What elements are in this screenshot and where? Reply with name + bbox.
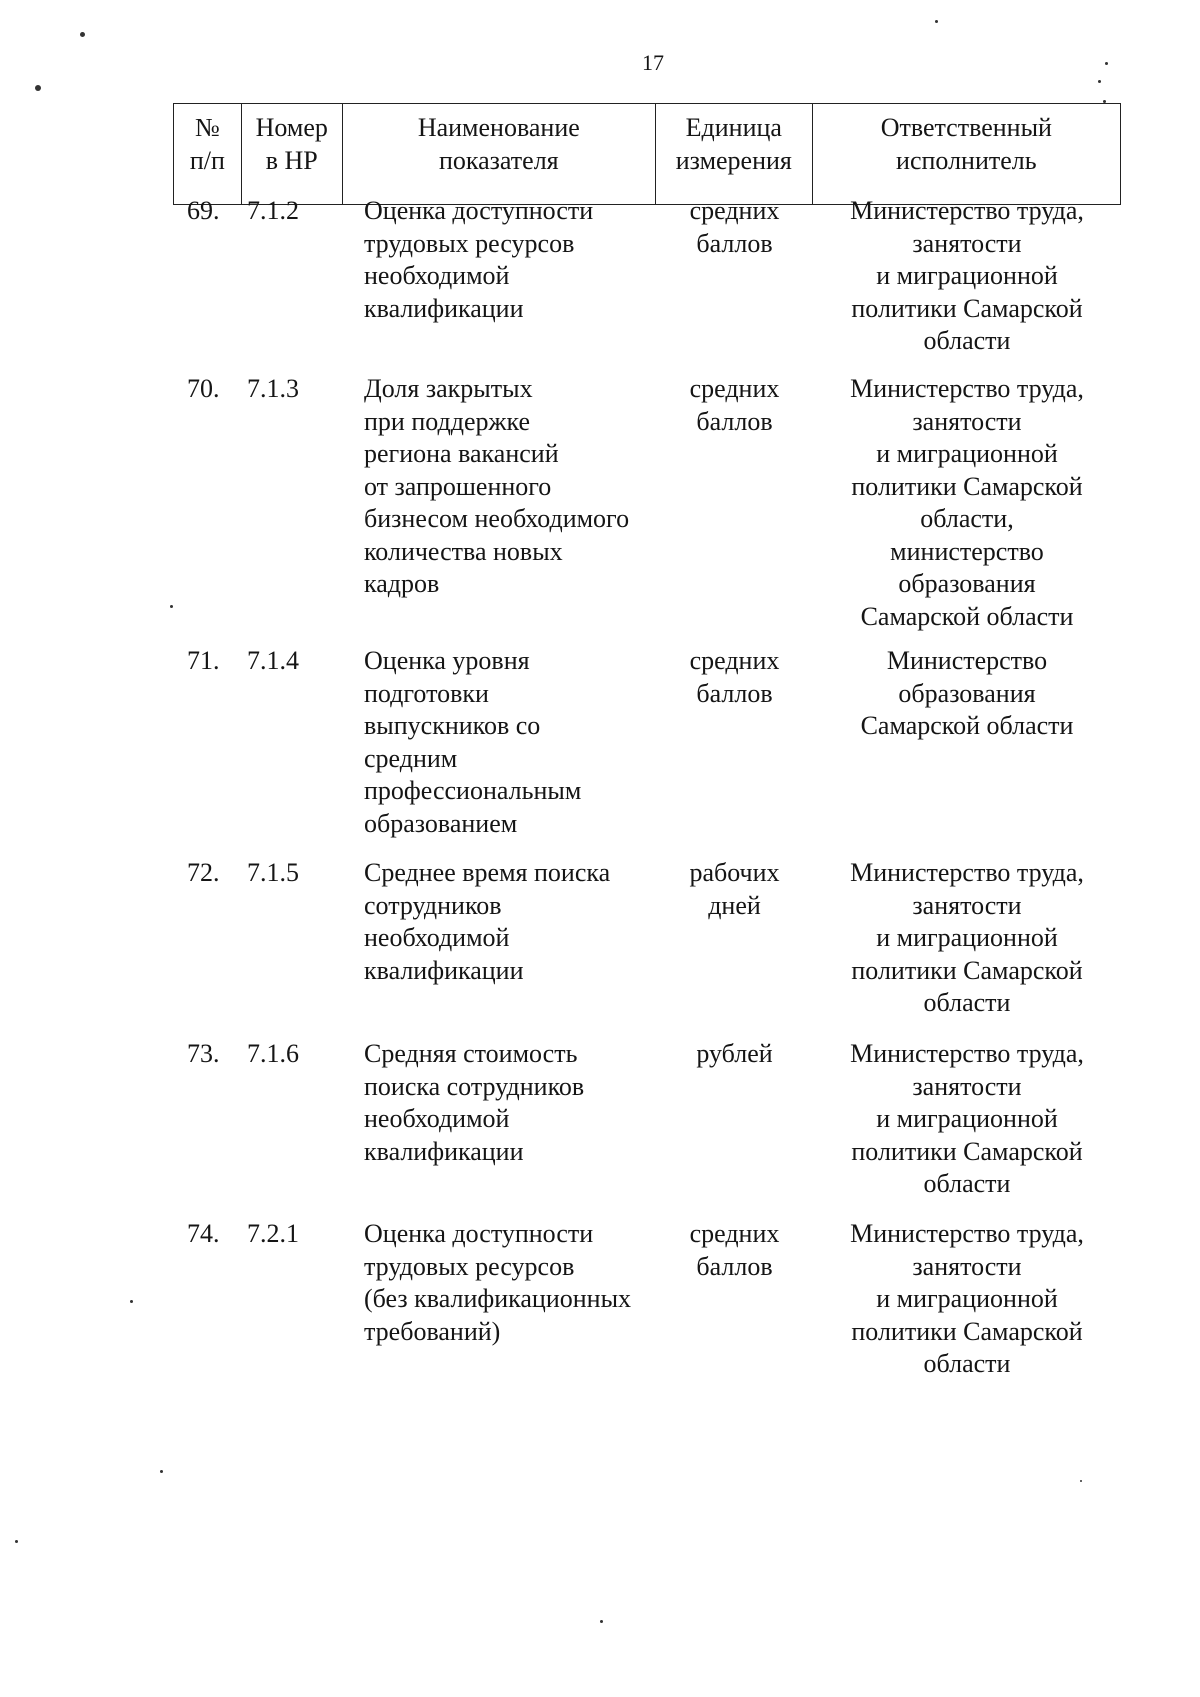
cell-line: занятости [912, 228, 1022, 258]
row-name [342, 857, 656, 1020]
cell-line: баллов [696, 1251, 773, 1281]
cell-line: политики Самарской [851, 471, 1083, 501]
row-unit [656, 857, 813, 1020]
row-unit [656, 1218, 813, 1381]
cell-line: политики Самарской [851, 955, 1083, 985]
cell-line: квалификации [364, 955, 524, 985]
cell-line: баллов [696, 678, 773, 708]
row-unit [656, 195, 813, 358]
cell-line: и миграционной [876, 261, 1058, 290]
scan-speck [1105, 62, 1108, 65]
cell-line: от запрошенного [364, 471, 552, 501]
cell-line: количества новых [364, 536, 563, 566]
row-resp [813, 1038, 1121, 1201]
cell-line: рабочих [689, 858, 780, 887]
cell-line: квалификации [364, 1136, 524, 1166]
row-unit [656, 373, 813, 633]
header-unit: Единица измерения [656, 104, 813, 204]
cell-line: Министерство труда, [850, 1039, 1084, 1068]
cell-line: кадров [364, 569, 440, 598]
table-row [173, 1038, 1121, 1201]
cell-line: выпускников со [364, 711, 541, 740]
table-row [173, 195, 1121, 358]
cell-line: образования [898, 569, 1036, 598]
cell-line: подготовки [364, 678, 489, 708]
row-resp [813, 857, 1121, 1020]
scan-speck [80, 32, 85, 37]
scan-speck [935, 20, 938, 23]
cell-line: Оценка доступности [364, 1219, 594, 1248]
row-num: 72. [187, 858, 220, 887]
cell-line: квалификации [364, 293, 524, 323]
cell-line: средним [364, 743, 458, 773]
row-code: 7.1.3 [247, 374, 299, 403]
cell-line: занятости [912, 1071, 1022, 1101]
cell-line: и миграционной [876, 923, 1058, 952]
row-num: 73. [187, 1039, 220, 1068]
cell-line: Министерство труда, [850, 1219, 1084, 1248]
cell-line: и миграционной [876, 1104, 1058, 1133]
table-row [173, 1218, 1121, 1381]
cell-line: занятости [912, 890, 1022, 920]
cell-line: Оценка доступности [364, 196, 594, 225]
cell-line: поиска сотрудников [364, 1071, 585, 1101]
cell-line: политики Самарской [851, 293, 1083, 323]
cell-line: при поддержке [364, 406, 530, 436]
cell-line: дней [708, 890, 761, 920]
header-num: № п/п [174, 104, 242, 204]
cell-line: баллов [696, 406, 773, 436]
row-num: 70. [187, 374, 220, 403]
row-name [342, 1038, 656, 1201]
cell-line: Министерство труда, [850, 374, 1084, 403]
cell-line: и миграционной [876, 439, 1058, 468]
page-number: 17 [642, 50, 664, 75]
scan-speck [1103, 100, 1106, 103]
cell-line: Среднее время поиска [364, 858, 611, 887]
scan-speck [1080, 1480, 1082, 1482]
row-name [342, 373, 656, 633]
row-name [342, 195, 656, 358]
scan-speck [35, 85, 41, 91]
cell-line: Самарской области [860, 711, 1074, 740]
scan-speck [1098, 80, 1101, 83]
cell-line: сотрудников [364, 890, 502, 920]
row-name [342, 1218, 656, 1381]
cell-line: необходимой [364, 923, 510, 952]
row-code: 7.1.2 [247, 196, 299, 225]
cell-line: политики Самарской [851, 1316, 1083, 1346]
cell-line: средних [689, 646, 780, 675]
cell-line: баллов [696, 228, 773, 258]
cell-line: необходимой [364, 261, 510, 290]
cell-line: Доля закрытых [364, 374, 533, 403]
cell-line: трудовых ресурсов [364, 1251, 575, 1281]
header-code: Номер в НР [242, 104, 343, 204]
cell-line: области [923, 988, 1011, 1017]
cell-line: и миграционной [876, 1284, 1058, 1313]
row-resp [813, 373, 1121, 633]
cell-line: министерство [890, 536, 1044, 566]
cell-line: региона вакансий [364, 439, 559, 468]
row-num: 69. [187, 196, 220, 225]
scan-speck [15, 1540, 18, 1543]
cell-line: Самарской области [860, 601, 1074, 631]
cell-line: области [923, 1169, 1011, 1198]
table-row [173, 857, 1121, 1020]
row-name [342, 645, 656, 840]
row-resp [813, 645, 1121, 840]
cell-line: средних [689, 196, 780, 225]
cell-line: профессиональным [364, 776, 582, 805]
cell-line: Оценка уровня [364, 646, 530, 675]
cell-line: бизнесом необходимого [364, 504, 630, 533]
row-unit [656, 645, 813, 840]
cell-line: Министерство [886, 646, 1048, 675]
table-row [173, 645, 1121, 840]
indicators-table [173, 103, 1121, 1378]
row-unit [656, 1038, 813, 1201]
row-code: 7.1.6 [247, 1039, 299, 1068]
cell-line: трудовых ресурсов [364, 228, 575, 258]
cell-line: Министерство труда, [850, 858, 1084, 887]
cell-line: области, [920, 504, 1014, 533]
cell-line: области [923, 326, 1011, 355]
cell-line: области [923, 1349, 1011, 1378]
row-resp [813, 1218, 1121, 1381]
row-code: 7.1.5 [247, 858, 299, 887]
cell-line: политики Самарской [851, 1136, 1083, 1166]
cell-line: средних [689, 1219, 780, 1248]
cell-line: Министерство труда, [850, 196, 1084, 225]
scan-speck [130, 1300, 133, 1303]
cell-line: (без квалификационных [364, 1284, 632, 1313]
scan-speck [600, 1620, 603, 1623]
scan-speck [170, 605, 173, 608]
table-row [173, 373, 1121, 633]
header-responsible: Ответственный исполнитель [880, 113, 1052, 175]
row-code: 7.1.4 [247, 646, 299, 675]
cell-line: необходимой [364, 1104, 510, 1133]
scan-speck [160, 1470, 163, 1473]
cell-line: занятости [912, 406, 1022, 436]
cell-line: рублей [696, 1039, 773, 1068]
cell-line: требований) [364, 1316, 501, 1346]
row-code: 7.2.1 [247, 1219, 299, 1248]
row-resp [813, 195, 1121, 358]
cell-line: средних [689, 374, 780, 403]
row-num: 71. [187, 646, 220, 675]
header-name: Наименование показателя [343, 104, 656, 204]
cell-line: занятости [912, 1251, 1022, 1281]
cell-line: образованием [364, 808, 518, 838]
cell-line: образования [898, 678, 1036, 708]
cell-line: Средняя стоимость [364, 1039, 578, 1068]
row-num: 74. [187, 1219, 220, 1248]
table-header [173, 103, 1121, 205]
